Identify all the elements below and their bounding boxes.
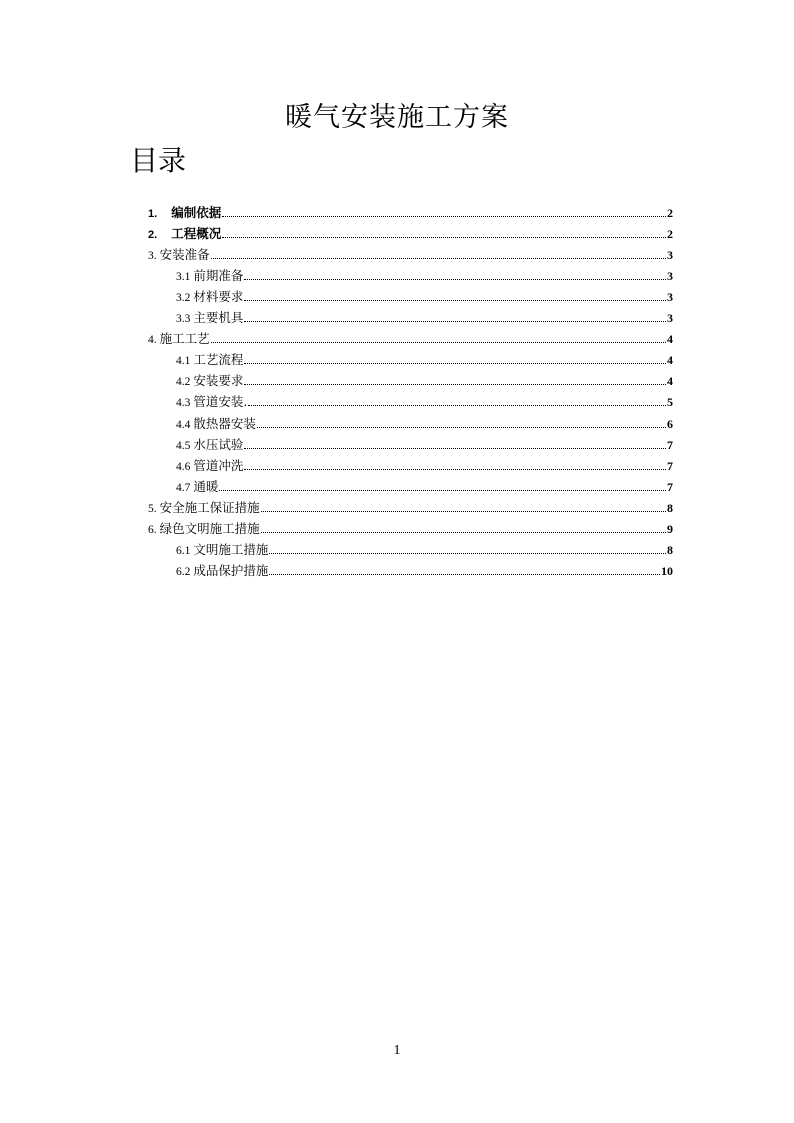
toc-entry-number: 3.3 (176, 313, 191, 326)
toc-entry-page: 7 (667, 437, 673, 452)
toc-entry-line (148, 331, 673, 348)
toc-entry-label: 主要机具 (193, 310, 244, 326)
toc-entry-number: 4.3 (176, 397, 191, 410)
toc-entry-label: 施工工艺 (159, 331, 210, 347)
toc-entry-label: 成品保护措施 (193, 562, 269, 578)
toc-entry-number: 4.4 (176, 418, 191, 431)
toc-entry-number: 4.5 (176, 439, 191, 452)
toc-entry[interactable] (0, 243, 794, 264)
toc-entry-page: 6 (667, 416, 673, 431)
toc-entry[interactable] (0, 538, 794, 559)
document-title: 暖气安装施工方案 (285, 102, 509, 133)
toc-entry-number: 4.2 (176, 376, 191, 389)
toc-entry-number: 4.7 (176, 481, 191, 494)
toc-entry-page: 4 (667, 332, 673, 347)
toc-entry-label: 绿色文明施工措施 (159, 520, 260, 536)
toc-entry-number: 1. (148, 208, 158, 221)
toc-entry-label: 工程概况 (171, 226, 222, 242)
toc-entry-line (176, 563, 673, 580)
toc-entry-label: 管道安装. (193, 394, 248, 410)
toc-entry-label: 水压试验 (193, 436, 244, 452)
toc-dot-leader (219, 490, 666, 491)
toc-entry-page: 3 (667, 269, 673, 284)
toc-entry-line (176, 437, 673, 454)
toc-entry-number: 2. (148, 229, 158, 242)
toc-entry-page: 2 (667, 227, 673, 242)
toc-entry[interactable] (0, 475, 794, 496)
toc-entry-line (176, 479, 673, 496)
toc-entry[interactable] (0, 201, 794, 222)
toc-entry-number: 4. (148, 334, 157, 347)
toc-dot-leader (244, 300, 666, 301)
toc-entry-line (176, 373, 673, 390)
toc-entry-page: 7 (667, 458, 673, 473)
toc-entry-label: 工艺流程 (193, 352, 244, 368)
toc-dot-leader (244, 448, 666, 449)
toc-entry-label: 安装要求 (193, 373, 244, 389)
toc-heading: 目录 (130, 144, 187, 177)
table-of-contents (0, 201, 794, 580)
toc-entry-line (148, 500, 673, 517)
toc-entry-label: 编制依据 (171, 205, 222, 221)
toc-entry-page: 3 (667, 311, 673, 326)
toc-entry-page: 5 (667, 395, 673, 410)
toc-entry-page: 10 (661, 563, 673, 578)
toc-entry[interactable] (0, 327, 794, 348)
toc-entry-line (176, 352, 673, 369)
page-number: 1 (393, 1043, 401, 1058)
toc-entry-label: 文明施工措施 (193, 541, 269, 557)
toc-entry-page: 4 (667, 353, 673, 368)
toc-dot-leader (269, 574, 660, 575)
toc-entry-page: 3 (667, 248, 673, 263)
toc-entry-label: 安全施工保证措施 (159, 499, 260, 515)
toc-entry-page: 8 (667, 500, 673, 515)
toc-dot-leader (244, 321, 666, 322)
toc-entry[interactable] (0, 285, 794, 306)
toc-dot-leader (222, 216, 666, 217)
toc-entry-page: 8 (667, 542, 673, 557)
toc-entry-line (148, 226, 673, 243)
toc-dot-leader (244, 363, 666, 364)
toc-entry-line (176, 289, 673, 306)
toc-entry-line (148, 247, 673, 264)
toc-entry[interactable] (0, 306, 794, 327)
toc-dot-leader (244, 384, 666, 385)
toc-dot-leader (261, 511, 666, 512)
toc-entry[interactable] (0, 264, 794, 285)
toc-entry-line (176, 268, 673, 285)
toc-dot-leader (269, 553, 666, 554)
toc-entry-label: 安装准备 (159, 247, 210, 263)
toc-entry-line (176, 416, 673, 433)
toc-entry-line (176, 310, 673, 327)
toc-entry[interactable] (0, 390, 794, 411)
toc-entry-line (176, 542, 673, 559)
toc-entry[interactable] (0, 411, 794, 432)
toc-entry-number: 3. (148, 250, 157, 263)
toc-dot-leader (211, 258, 666, 259)
toc-dot-leader (244, 469, 666, 470)
toc-entry-label: 材料要求 (193, 289, 244, 305)
toc-entry-number: 6.2 (176, 565, 191, 578)
toc-entry[interactable] (0, 369, 794, 390)
toc-entry-number: 3.1 (176, 271, 191, 284)
toc-entry[interactable] (0, 496, 794, 517)
toc-entry-page: 4 (667, 374, 673, 389)
toc-entry-page: 3 (667, 290, 673, 305)
toc-entry-line (148, 205, 673, 222)
toc-entry[interactable] (0, 222, 794, 243)
toc-entry-line (176, 458, 673, 475)
toc-dot-leader (257, 427, 666, 428)
toc-dot-leader (222, 237, 666, 238)
toc-entry-number: 6.1 (176, 544, 191, 557)
toc-entry[interactable] (0, 348, 794, 369)
toc-entry-number: 4.6 (176, 460, 191, 473)
toc-entry-number: 5. (148, 502, 157, 515)
toc-dot-leader (261, 532, 666, 533)
toc-entry-line (176, 394, 673, 411)
toc-entry[interactable] (0, 559, 794, 580)
toc-entry-page: 7 (667, 479, 673, 494)
toc-entry-page: 9 (667, 521, 673, 536)
toc-entry-number: 6. (148, 523, 157, 536)
toc-entry-number: 4.1 (176, 355, 191, 368)
toc-entry-line (148, 521, 673, 538)
toc-entry[interactable] (0, 433, 794, 454)
toc-entry[interactable] (0, 517, 794, 538)
toc-entry-page: 2 (667, 206, 673, 221)
toc-dot-leader (248, 405, 666, 406)
toc-entry-label: 管道冲洗 (193, 457, 244, 473)
toc-entry-label: 散热器安装 (193, 415, 256, 431)
toc-entry-label: 通暖 (193, 478, 219, 494)
toc-entry-label: 前期准备 (193, 268, 244, 284)
toc-dot-leader (211, 342, 666, 343)
toc-dot-leader (244, 279, 666, 280)
toc-entry-number: 3.2 (176, 292, 191, 305)
toc-entry[interactable] (0, 454, 794, 475)
